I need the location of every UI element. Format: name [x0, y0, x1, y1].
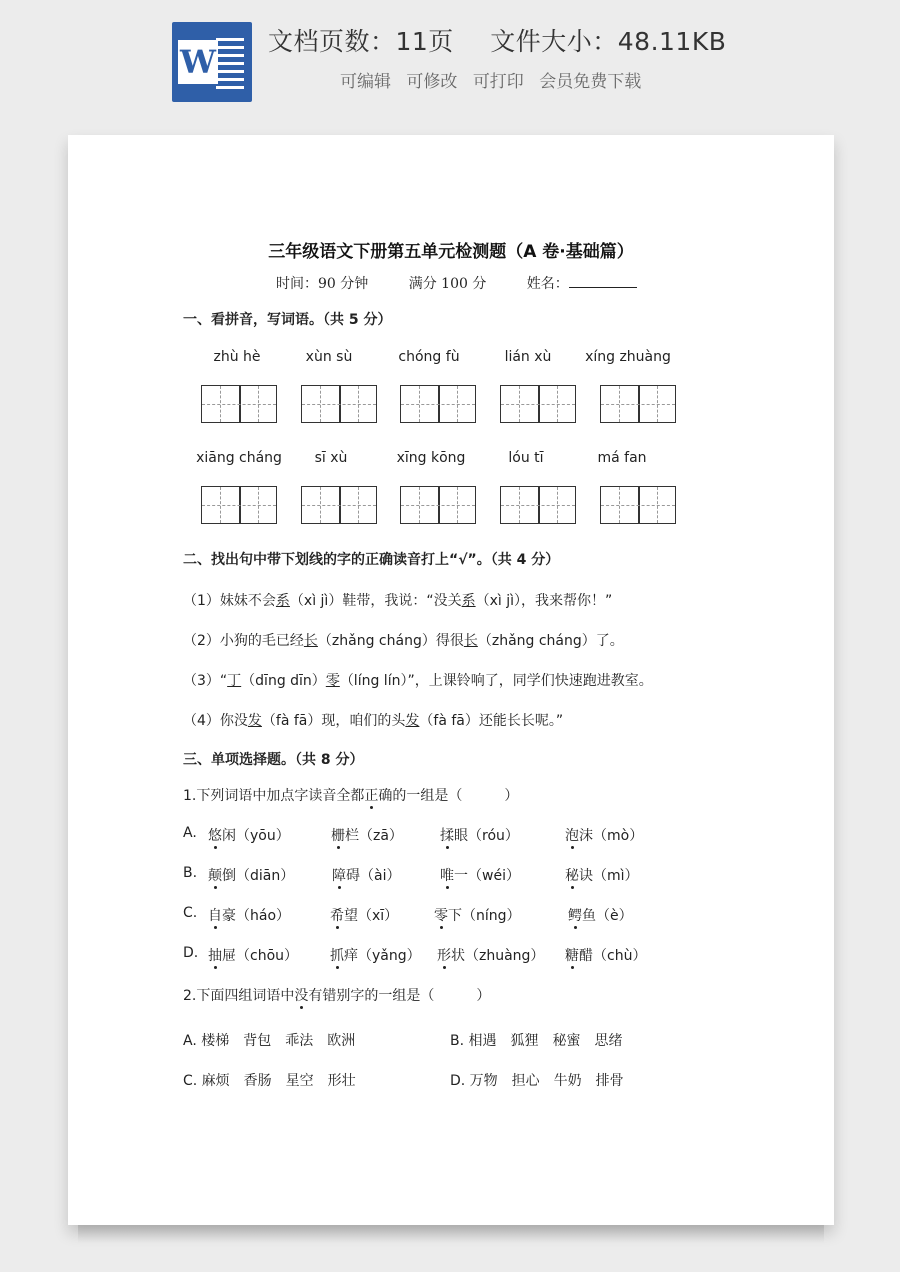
word-icon-letter: W [178, 40, 218, 84]
pinyin: xiāng cháng [196, 450, 282, 466]
writing-grid[interactable] [201, 385, 277, 423]
pinyin-row-2 [68, 450, 834, 470]
underlined-char: 发 [247, 713, 262, 729]
exam-info [276, 273, 673, 293]
underlined-char: 发 [405, 713, 420, 729]
download-header [0, 0, 900, 120]
name-blank [569, 275, 637, 288]
name-label: 姓名： [526, 276, 569, 292]
dotted-char: 没 [294, 988, 309, 1004]
word-document-icon [172, 22, 252, 102]
feature-editable: 可编辑 [340, 72, 391, 92]
pinyin: xùn sù [305, 349, 353, 365]
writing-grid[interactable] [201, 486, 277, 524]
q3-2-option-b: B. 相遇 狐狸 秘蜜 思绪 [450, 1033, 623, 1049]
underlined-char: 长 [463, 633, 478, 649]
dotted-char: 颠 [208, 868, 222, 884]
dotted-char: 秘 [565, 868, 579, 884]
dotted-char: 揉 [440, 828, 454, 844]
writing-grid[interactable] [400, 486, 476, 524]
writing-grid[interactable] [400, 385, 476, 423]
file-size: 文件大小：48.11KB [490, 27, 727, 56]
feature-list [340, 67, 651, 92]
dotted-char: 正 [364, 788, 379, 804]
dotted-char: 鳄 [568, 908, 582, 924]
writing-grid[interactable] [500, 486, 576, 524]
page-title: 三年级语文下册第五单元检测题（A 卷·基础篇） [268, 242, 634, 262]
pinyin: xīng kōng [396, 450, 466, 466]
writing-grid[interactable] [301, 385, 377, 423]
writing-grid[interactable] [301, 486, 377, 524]
dotted-char: 零 [434, 908, 448, 924]
q2-sentence-3: （3）“丁（dīng dīn）零（líng lín）”，上课铃响了，同学们快速跑进教室。 [183, 673, 653, 689]
q2-sentence-2: （2）小狗的毛已经长（zhǎng cháng）得很长（zhǎng cháng）了。 [183, 633, 624, 649]
q3-2-option-c: C. 麻烦 香肠 星空 形壮 [183, 1073, 356, 1089]
pinyin: lóu tī [508, 450, 544, 466]
file-meta [268, 22, 754, 58]
writing-grid[interactable] [500, 385, 576, 423]
pinyin: má fan [597, 450, 647, 466]
underlined-char: 系 [275, 593, 290, 609]
exam-time: 时间：90 分钟 [276, 276, 369, 292]
underlined-char: 丁 [227, 673, 242, 689]
writing-grid[interactable] [600, 385, 676, 423]
section-3-heading: 三、单项选择题。（共 8 分） [183, 752, 364, 768]
q3-1-stem: 1.下列词语中加点字读音全都正确的一组是（ ） [183, 788, 519, 804]
exam-score: 满分 100 分 [408, 276, 487, 292]
dotted-char: 抓 [330, 948, 344, 964]
pinyin: sī xù [314, 450, 348, 466]
pinyin-row-1 [68, 349, 834, 369]
dotted-char: 悠 [208, 828, 222, 844]
dotted-char: 自 [208, 908, 222, 924]
section-2-heading: 二、找出句中带下划线的字的正确读音打上“√”。（共 4 分） [183, 552, 560, 568]
section-1-heading: 一、看拼音，写词语。（共 5 分） [183, 312, 392, 328]
feature-member-download: 会员免费下载 [539, 72, 642, 92]
q2-sentence-4: （4）你没发（fà fā）现，咱们的头发（fà fā）还能长长呢。” [183, 713, 564, 729]
underlined-char: 零 [325, 673, 340, 689]
underlined-char: 长 [303, 633, 318, 649]
writing-grid[interactable] [600, 486, 676, 524]
pinyin: xíng zhuàng [585, 349, 671, 365]
feature-printable: 可打印 [472, 72, 524, 92]
dotted-char: 障 [332, 868, 346, 884]
pinyin: chóng fù [398, 349, 460, 365]
dotted-char: 栅 [331, 828, 345, 844]
feature-modifiable: 可修改 [406, 72, 458, 92]
dotted-char: 形 [437, 948, 451, 964]
dotted-char: 泡 [565, 828, 579, 844]
q2-sentence-1: （1）妹妹不会系（xì jì）鞋带，我说：“没关系（xì jì），我来帮你！” [183, 593, 613, 609]
q3-2-stem: 2.下面四组词语中没有错别字的一组是（ ） [183, 988, 491, 1004]
dotted-char: 抽 [208, 948, 222, 964]
q3-2-option-a: A. 楼梯 背包 乖法 欧洲 [183, 1033, 356, 1049]
dotted-char: 希 [330, 908, 344, 924]
underlined-char: 系 [461, 593, 476, 609]
q3-2-option-d: D. 万物 担心 牛奶 排骨 [450, 1073, 624, 1089]
document-page: 三年级语文下册第五单元检测题（A 卷·基础篇） 时间：90 分钟 满分 100 分 姓名： 一、看拼音，写词语。（共 5 分） zhù hè xùn sù chóng fù lián xù xíng zhuàng xiāng cháng sī xù xīng kōng lóu tī má fan 二、找出句中带下划线的字的正确读音打上“√”。（共 4 分） （1）妹妹不会系（xì jì）鞋带，我说：“没关系（xì jì），我来帮你！” （2）小狗的毛已经长（zhǎng cháng）得很长（zhǎng cháng）了。 （3）“丁（dīng dīn）零（líng lín）”，上课铃响了，同学们快速跑进教室。 （4）你没发（fà fā）现，咱们的头发（fà fā）还能长长呢。” 三、单项选择题。（共 8 分） 1.下列词语中加点字读音全都正确的一组是（ ） A. 悠闲（yōu） 栅栏（zā） 揉眼（róu） 泡沫（mò） B. 颠倒（diān） 障碍（ài） 唯一（wéi） 秘诀（mì） C. 自豪（háo） 希望（xī） 零下（níng） 鳄鱼（è） D. 抽屉（chōu） 抓痒（yǎng） 形状（zhuàng） 糖醋（chù） 2.下面四组词语中没有错别字的一组是（ ） A. 楼梯 背包 乖法 欧洲 B. 相遇 狐狸 秘蜜 思绪 C. 麻烦 香肠 星空 形壮 D. 万物 担心 牛奶 排骨 [68, 135, 834, 1225]
dotted-char: 唯 [440, 868, 454, 884]
page-count: 文档页数：11页 [268, 27, 454, 56]
pinyin: zhù hè [213, 349, 261, 365]
pinyin: lián xù [504, 349, 552, 365]
dotted-char: 糖 [565, 948, 579, 964]
